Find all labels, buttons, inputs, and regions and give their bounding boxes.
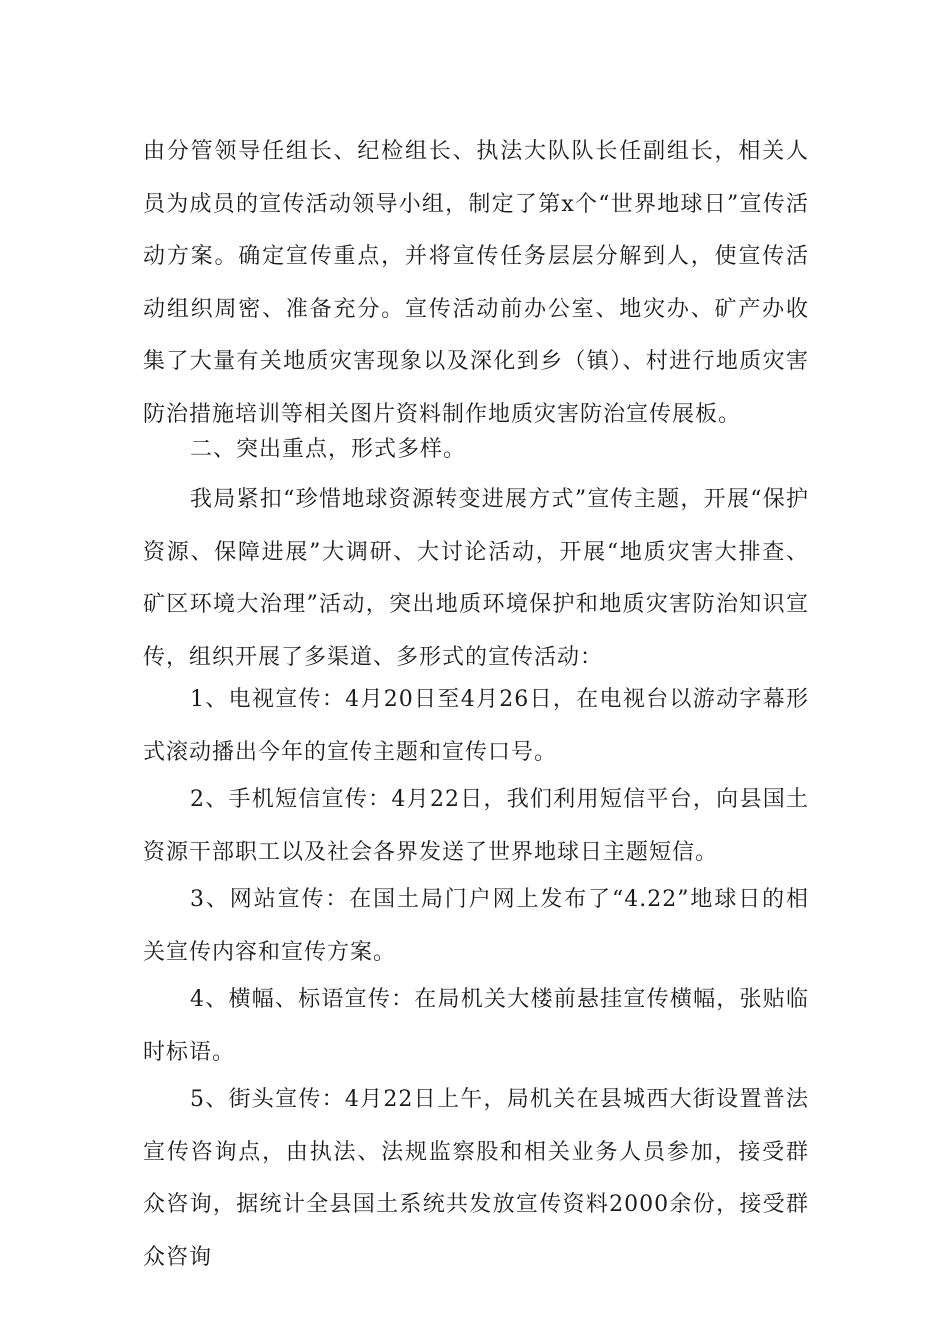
list-item-tv: 1、电视宣传：4月20日至4月26日，在电视台以游动字幕形式滚动播出今年的宣传主题和宣传口号。 bbox=[143, 687, 809, 765]
list-item-banners: 4、横幅、标语宣传：在局机关大楼前悬挂宣传横幅，张贴临时标语。 bbox=[143, 987, 809, 1065]
list-item-sms: 2、手机短信宣传：4月22日，我们利用短信平台，向县国土资源干部职工以及社会各界发送了世界地球日主题短信。 bbox=[143, 787, 809, 865]
paragraph-theme: 我局紧扣“珍惜地球资源转变进展方式”宣传主题，开展“保护资源、保障进展”大调研、大讨论活动，开展“地质灾害大排查、矿区环境大治理”活动，突出地质环境保护和地质灾害防治知识宣传，组织开展了多渠道、多形式的宣传活动： bbox=[143, 487, 809, 670]
section-heading-2: 二、突出重点，形式多样。 bbox=[190, 437, 467, 462]
list-item-street: 5、街头宣传：4月22日上午，局机关在县城西大街设置普法宣传咨询点，由执法、法规监察股和相关业务人员参加，接受群众咨询，据统计全县国土系统共发放宣传资料2000余份，接受群众咨询 bbox=[143, 1087, 809, 1270]
list-item-website: 3、网站宣传：在国土局门户网上发布了“4.22”地球日的相关宣传内容和宣传方案。 bbox=[143, 887, 809, 965]
paragraph-leadership-group: 由分管领导任组长、纪检组长、执法大队队长任副组长，相关人员为成员的宣传活动领导小组，制定了第x个“世界地球日”宣传活动方案。确定宣传重点，并将宣传任务层层分解到人，使宣传活动组织周密、准备充分。宣传活动前办公室、地灾办、矿产办收集了大量有关地质灾害现象以及深化到乡（镇）、村进行地质灾害防治措施培训等相关图片资料制作地质灾害防治宣传展板。 bbox=[143, 139, 809, 427]
